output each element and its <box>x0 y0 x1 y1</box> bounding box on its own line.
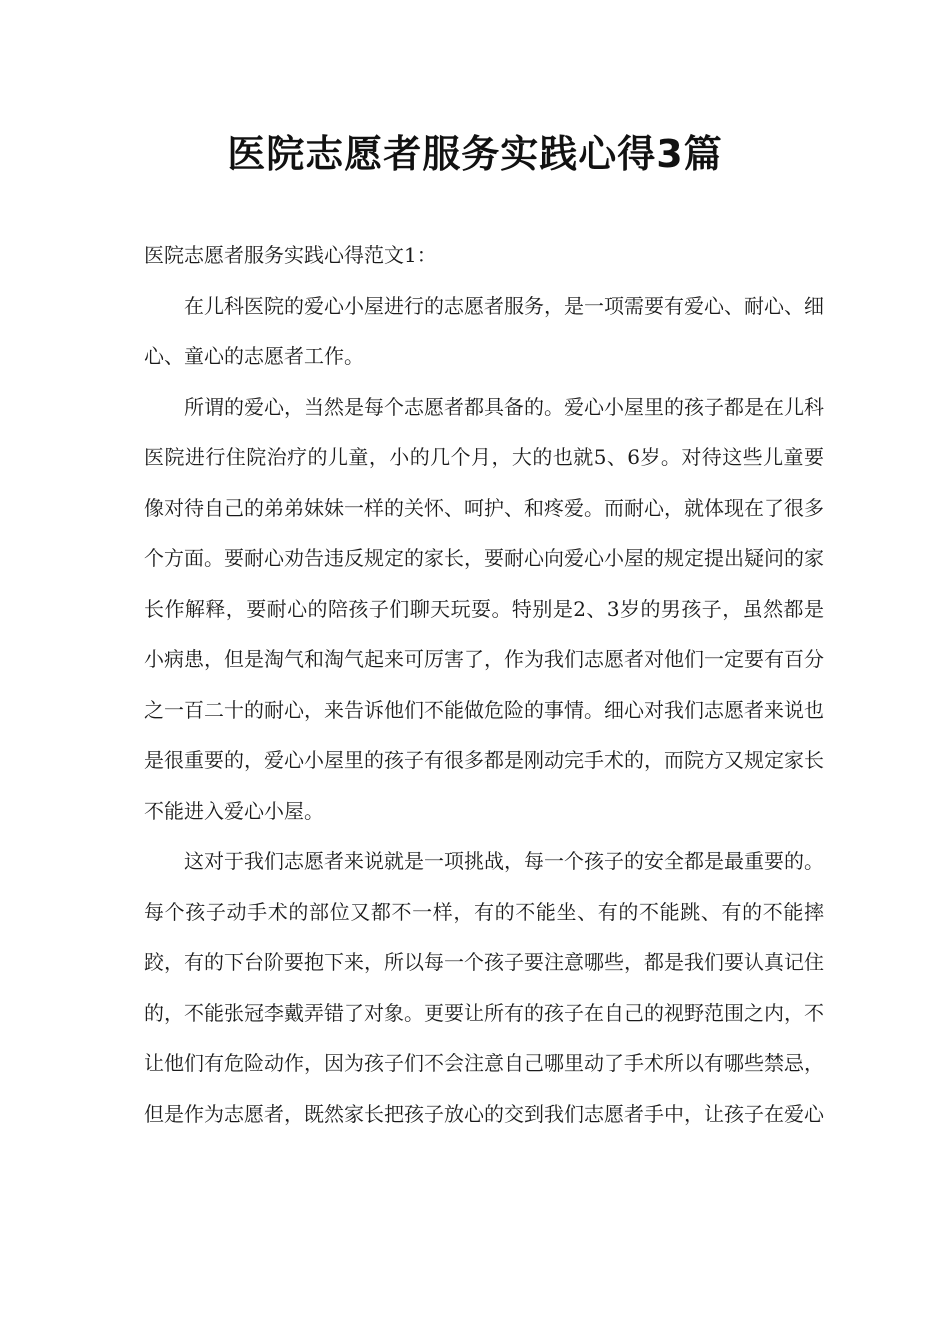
essay-subheading: 医院志愿者服务实践心得范文1： <box>144 243 437 267</box>
document-body <box>144 230 824 1139</box>
paragraph-3: 这对于我们志愿者来说就是一项挑战，每一个孩子的安全都是最重要的。每个孩子动手术的部位又都不一样，有的不能坐、有的不能跳、有的不能摔跤，有的下台阶要抱下来，所以每一个孩子要注意哪些，都是我们要认真记住的，不能张冠李戴弄错了对象。更要让所有的孩子在自己的视野范围之内，不让他们有危险动作，因为孩子们不会注意自己哪里动了手术所以有哪些禁忌，但是作为志愿者，既然家长把孩子放心的交到我们志愿者手中，让孩子在爱心 <box>144 849 824 1126</box>
document-title: 医院志愿者服务实践心得3篇 <box>227 132 723 176</box>
paragraph-2: 所谓的爱心，当然是每个志愿者都具备的。爱心小屋里的孩子都是在儿科医院进行住院治疗的儿童，小的几个月，大的也就5、6岁。对待这些儿童要像对待自己的弟弟妹妹一样的关怀、呵护、和疼爱。而耐心，就体现在了很多个方面。要耐心劝告违反规定的家长，要耐心向爱心小屋的规定提出疑问的家长作解释，要耐心的陪孩子们聊天玩耍。特别是2、3岁的男孩子，虽然都是小病患，但是淘气和淘气起来可厉害了，作为我们志愿者对他们一定要有百分之一百二十的耐心，来告诉他们不能做危险的事情。细心对我们志愿者来说也是很重要的，爱心小屋里的孩子有很多都是刚动完手术的，而院方又规定家长不能进入爱心小屋。 <box>144 394 824 823</box>
paragraph-1: 在儿科医院的爱心小屋进行的志愿者服务，是一项需要有爱心、耐心、细心、童心的志愿者工作。 <box>144 293 824 368</box>
